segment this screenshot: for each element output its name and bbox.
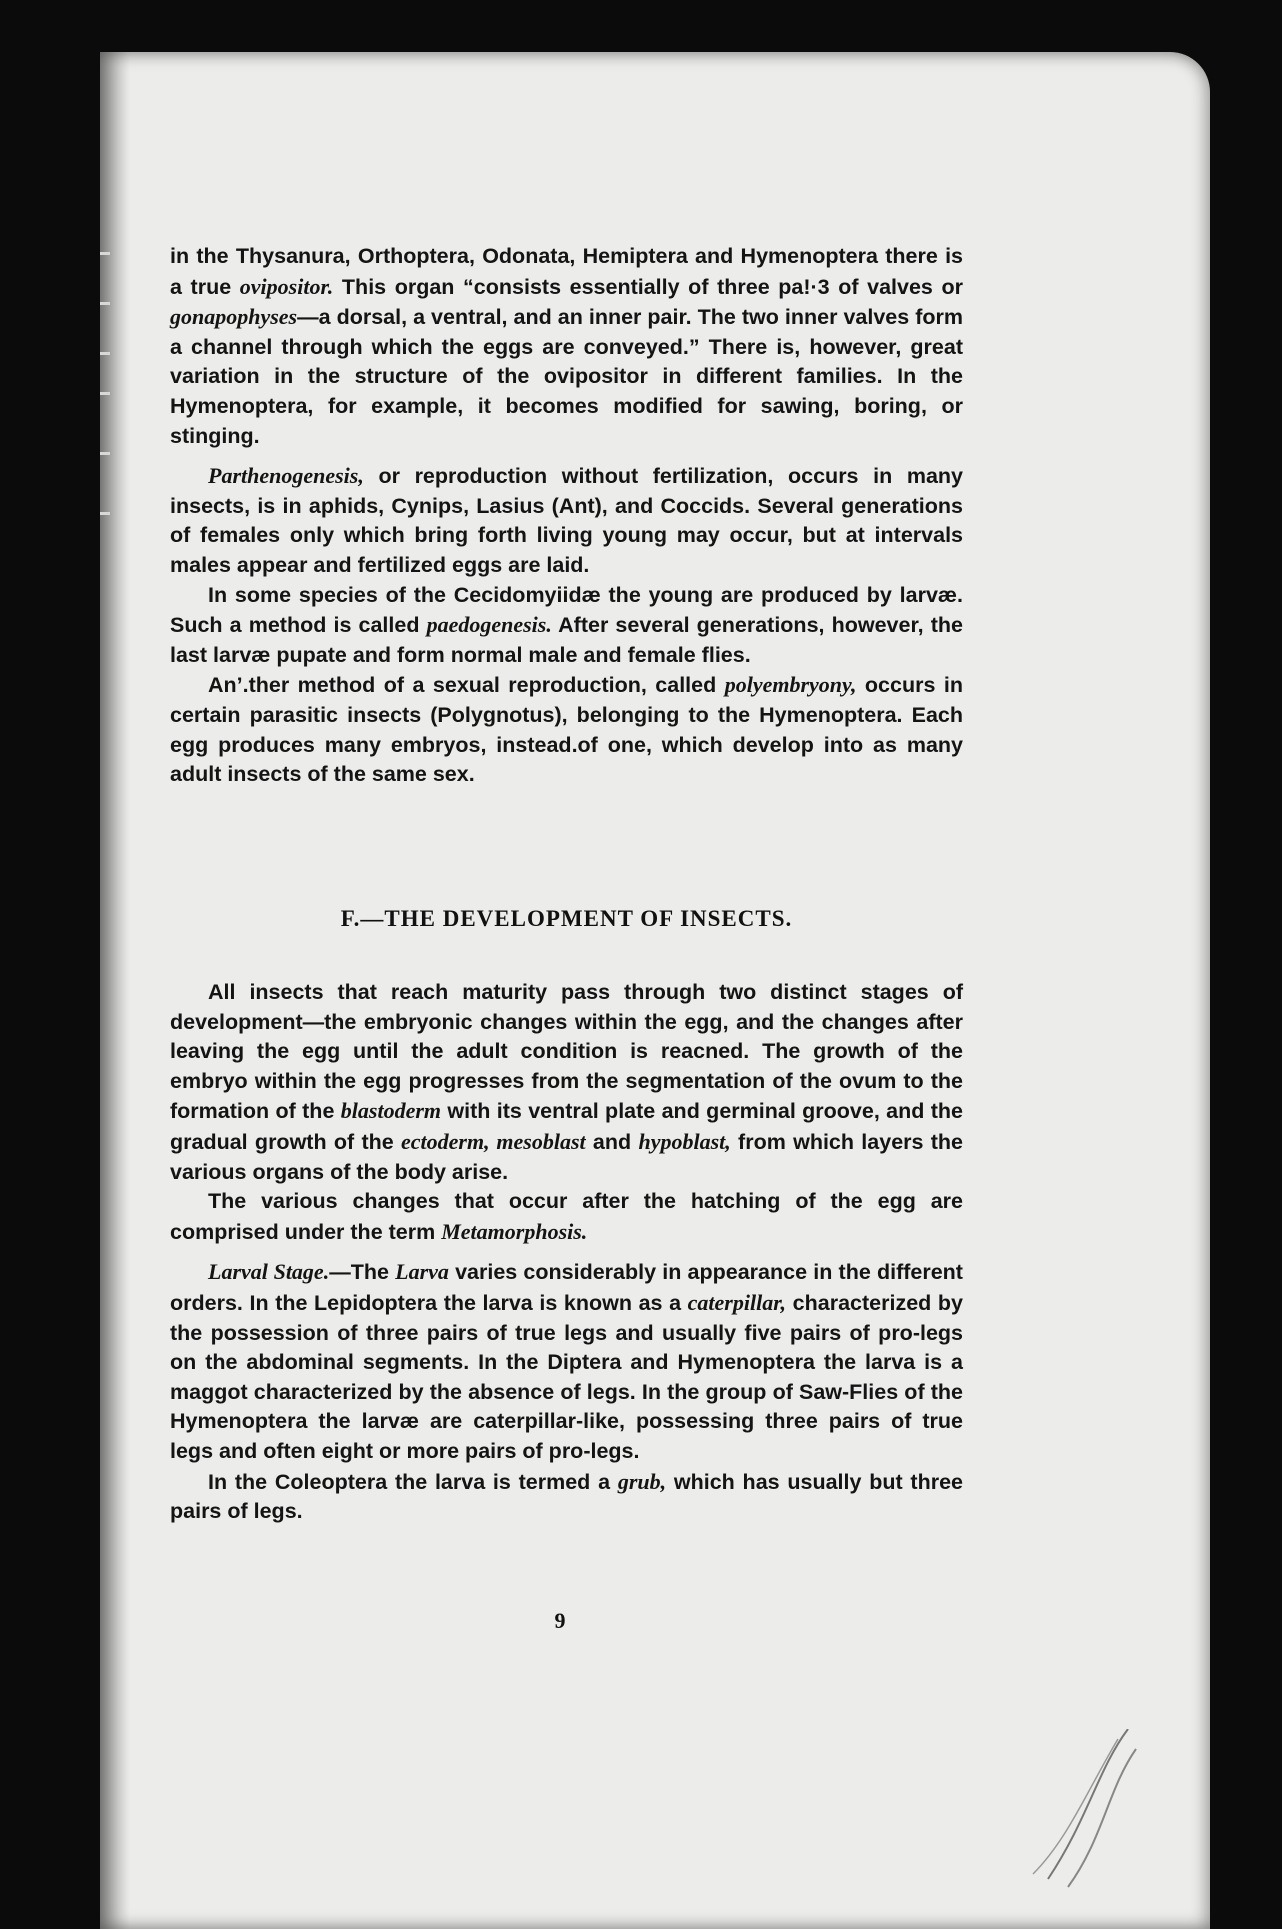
- paragraph-development: All insects that reach maturity pass through two distinct stages of development—the embryonic changes within the egg, and the changes after leaving the egg until the adult condition is reacned. The growth of the embryo within the egg progresses from the segmentation of the ovum to the formation of the blastoderm with its ventral plate and germinal groove, and the gradual growth of the ectoderm, mesoblast and hypoblast, from which layers the various organs of the body arise.: [170, 980, 964, 1184]
- term-polyembryony: polyembryony,: [724, 672, 857, 698]
- edge-mark: [100, 452, 110, 455]
- paragraph-parthenogenesis: Parthenogenesis, or reproduction without fertilization, occurs in many insects, is in aphids, Cynips, Lasius (Ant), and Coccids. Several generations of females only which bring forth living young may occur, but at intervals males appear and fertilized eggs are laid.: [170, 463, 963, 577]
- term-blastoderm: blastoderm: [340, 1098, 442, 1124]
- edge-mark: [100, 252, 110, 255]
- paragraph-larval-stage: Larval Stage.—The Larva varies considerably in appearance in the different orders. In the Lepidoptera the larva is known as a caterpillar, characterized by the possession of three pairs of true legs and usually five pairs of pro-legs on the abdominal segments. In the Diptera and Hymenoptera the larva is a maggot characterized by the absence of legs. In the group of Saw-Flies of the Hymenoptera the larvæ are caterpillar-like, possessing three pairs of true legs and often eight or more pairs of pro-legs.: [170, 1259, 963, 1463]
- section-heading: F.—THE DEVELOPMENT OF INSECTS.: [340, 906, 793, 931]
- edge-mark: [100, 392, 110, 395]
- term-metamorphosis: Metamorphosis.: [441, 1218, 588, 1244]
- body-text-upper: [170, 242, 963, 790]
- term-parthenogenesis: Parthenogenesis,: [208, 463, 364, 489]
- edge-mark: [100, 352, 110, 355]
- term-hypoblast: hypoblast,: [638, 1128, 731, 1154]
- edge-mark: [100, 302, 110, 305]
- paragraph-polyembryony: An’.ther method of a sexual reproduction, called polyembryony, occurs in certain parasitic insects (Polygnotus), belonging to the Hymenoptera. Each egg produces many embryos, instead.of one, which develop into as many adult insects of the same sex.: [170, 672, 963, 787]
- term-larval-stage: Larval Stage.: [208, 1259, 330, 1285]
- edge-mark: [100, 512, 110, 515]
- page-number: 9: [554, 1608, 566, 1633]
- term-paedogenesis: paedogenesis.: [426, 612, 552, 638]
- paragraph-paedogenesis: In some species of the Cecidomyiidæ the young are produced by larvæ. Such a method is called paedogenesis. After several generations, however, the last larvæ pupate and form normal male and female flies.: [170, 582, 963, 667]
- page-curl-graphic: [1028, 1729, 1138, 1889]
- paragraph-grub: In the Coleoptera the larva is termed a grub, which has usually but three pairs of legs.: [170, 1468, 963, 1524]
- term-caterpillar: caterpillar,: [687, 1289, 787, 1315]
- paragraph-ovipositor: in the Thysanura, Orthoptera, Odonata, Hemiptera and Hymenoptera there is a true ovipositor. This organ “consists essentially of three pa!·3 of valves or gonapophyses—a dorsal, a ventral, and an inner pair. The two inner valves form a channel through which the eggs are conveyed.” There is, however, great variation in the structure of the ovipositor in different families. In the Hymenoptera, for example, it becomes modified for sawing, boring, or stinging.: [170, 244, 963, 448]
- term-gonapophyses: gonapophyses: [170, 304, 298, 330]
- term-ectoderm-mesoblast: ectoderm, mesoblast: [401, 1128, 586, 1154]
- term-ovipositor: ovipositor.: [239, 273, 334, 299]
- term-larva: Larva: [395, 1259, 449, 1285]
- body-text-lower: [170, 978, 963, 1527]
- term-grub: grub,: [617, 1468, 667, 1494]
- paragraph-metamorphosis: The various changes that occur after the hatching of the egg are comprised under the term Metamorphosis.: [170, 1189, 963, 1244]
